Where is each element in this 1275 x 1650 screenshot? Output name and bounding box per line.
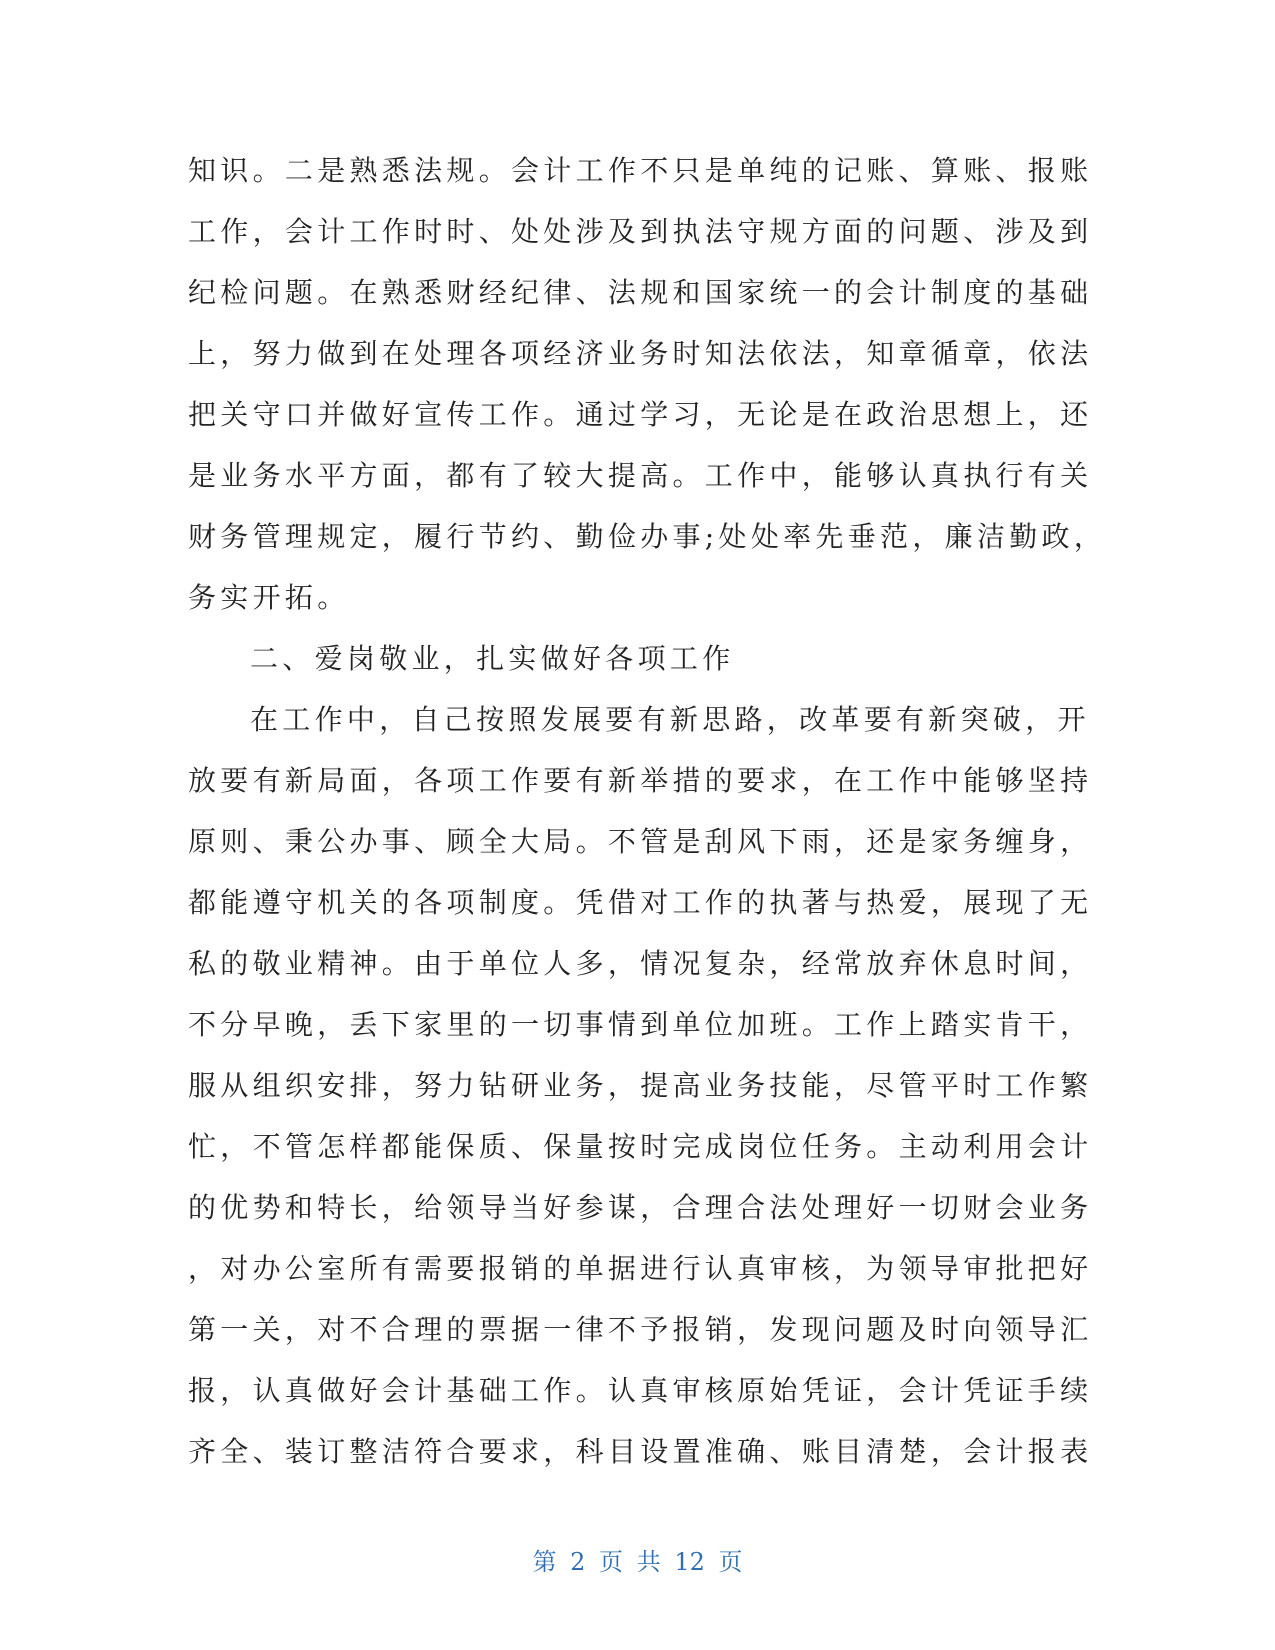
total-label: 共: [636, 1548, 661, 1576]
page-label-suffix: 页: [718, 1548, 743, 1576]
current-page-number: 2: [570, 1548, 586, 1576]
text-line: 工作，会计工作时时、处处涉及到执法守规方面的问题、涉及到: [188, 215, 1093, 248]
text-line: 服从组织安排，努力钻研业务，提高业务技能，尽管平时工作繁: [188, 1069, 1093, 1102]
text-line: 上，努力做到在处理各项经济业务时知法依法，知章循章，依法: [188, 337, 1093, 370]
text-line: 财务管理规定，履行节约、勤俭办事;处处率先垂范，廉洁勤政，: [188, 520, 1107, 553]
text-line: 不分早晚，丢下家里的一切事情到单位加班。工作上踏实肯干，: [188, 1008, 1093, 1041]
section-heading: 二、爱岗敬业，扎实做好各项工作: [250, 642, 735, 675]
text-line: 是业务水平方面，都有了较大提高。工作中，能够认真执行有关: [188, 459, 1093, 492]
text-line: 把关守口并做好宣传工作。通过学习，无论是在政治思想上，还: [188, 398, 1093, 431]
page-footer: [0, 1542, 1275, 1577]
total-pages-number: 12: [674, 1548, 705, 1576]
text-line: 放要有新局面，各项工作要有新举措的要求，在工作中能够坚持: [188, 764, 1093, 797]
text-line: 第一关，对不合理的票据一律不予报销，发现问题及时向领导汇: [188, 1313, 1093, 1346]
text-line: 在工作中，自己按照发展要有新思路，改革要有新突破，开: [250, 703, 1090, 736]
text-line: 私的敬业精神。由于单位人多，情况复杂，经常放弃休息时间，: [188, 947, 1093, 980]
page-label-prefix: 第: [532, 1548, 557, 1576]
text-line: 报，认真做好会计基础工作。认真审核原始凭证，会计凭证手续: [188, 1374, 1093, 1407]
text-line: 纪检问题。在熟悉财经纪律、法规和国家统一的会计制度的基础: [188, 276, 1093, 309]
text-line: 都能遵守机关的各项制度。凭借对工作的执著与热爱，展现了无: [188, 886, 1093, 919]
text-line: 原则、秉公办事、顾全大局。不管是刮风下雨，还是家务缠身，: [188, 825, 1093, 858]
page-label-mid: 页: [599, 1548, 624, 1576]
text-line: ，对办公室所有需要报销的单据进行认真审核，为领导审批把好: [188, 1252, 1093, 1285]
text-line: 齐全、装订整洁符合要求，科目设置准确、账目清楚，会计报表: [188, 1435, 1093, 1468]
document-body: [188, 140, 1107, 1482]
text-line: 知识。二是熟悉法规。会计工作不只是单纯的记账、算账、报账: [188, 154, 1093, 187]
text-line: 务实开拓。: [188, 581, 350, 614]
text-line: 的优势和特长，给领导当好参谋，合理合法处理好一切财会业务: [188, 1191, 1093, 1224]
text-line: 忙，不管怎样都能保质、保量按时完成岗位任务。主动利用会计: [188, 1130, 1093, 1163]
